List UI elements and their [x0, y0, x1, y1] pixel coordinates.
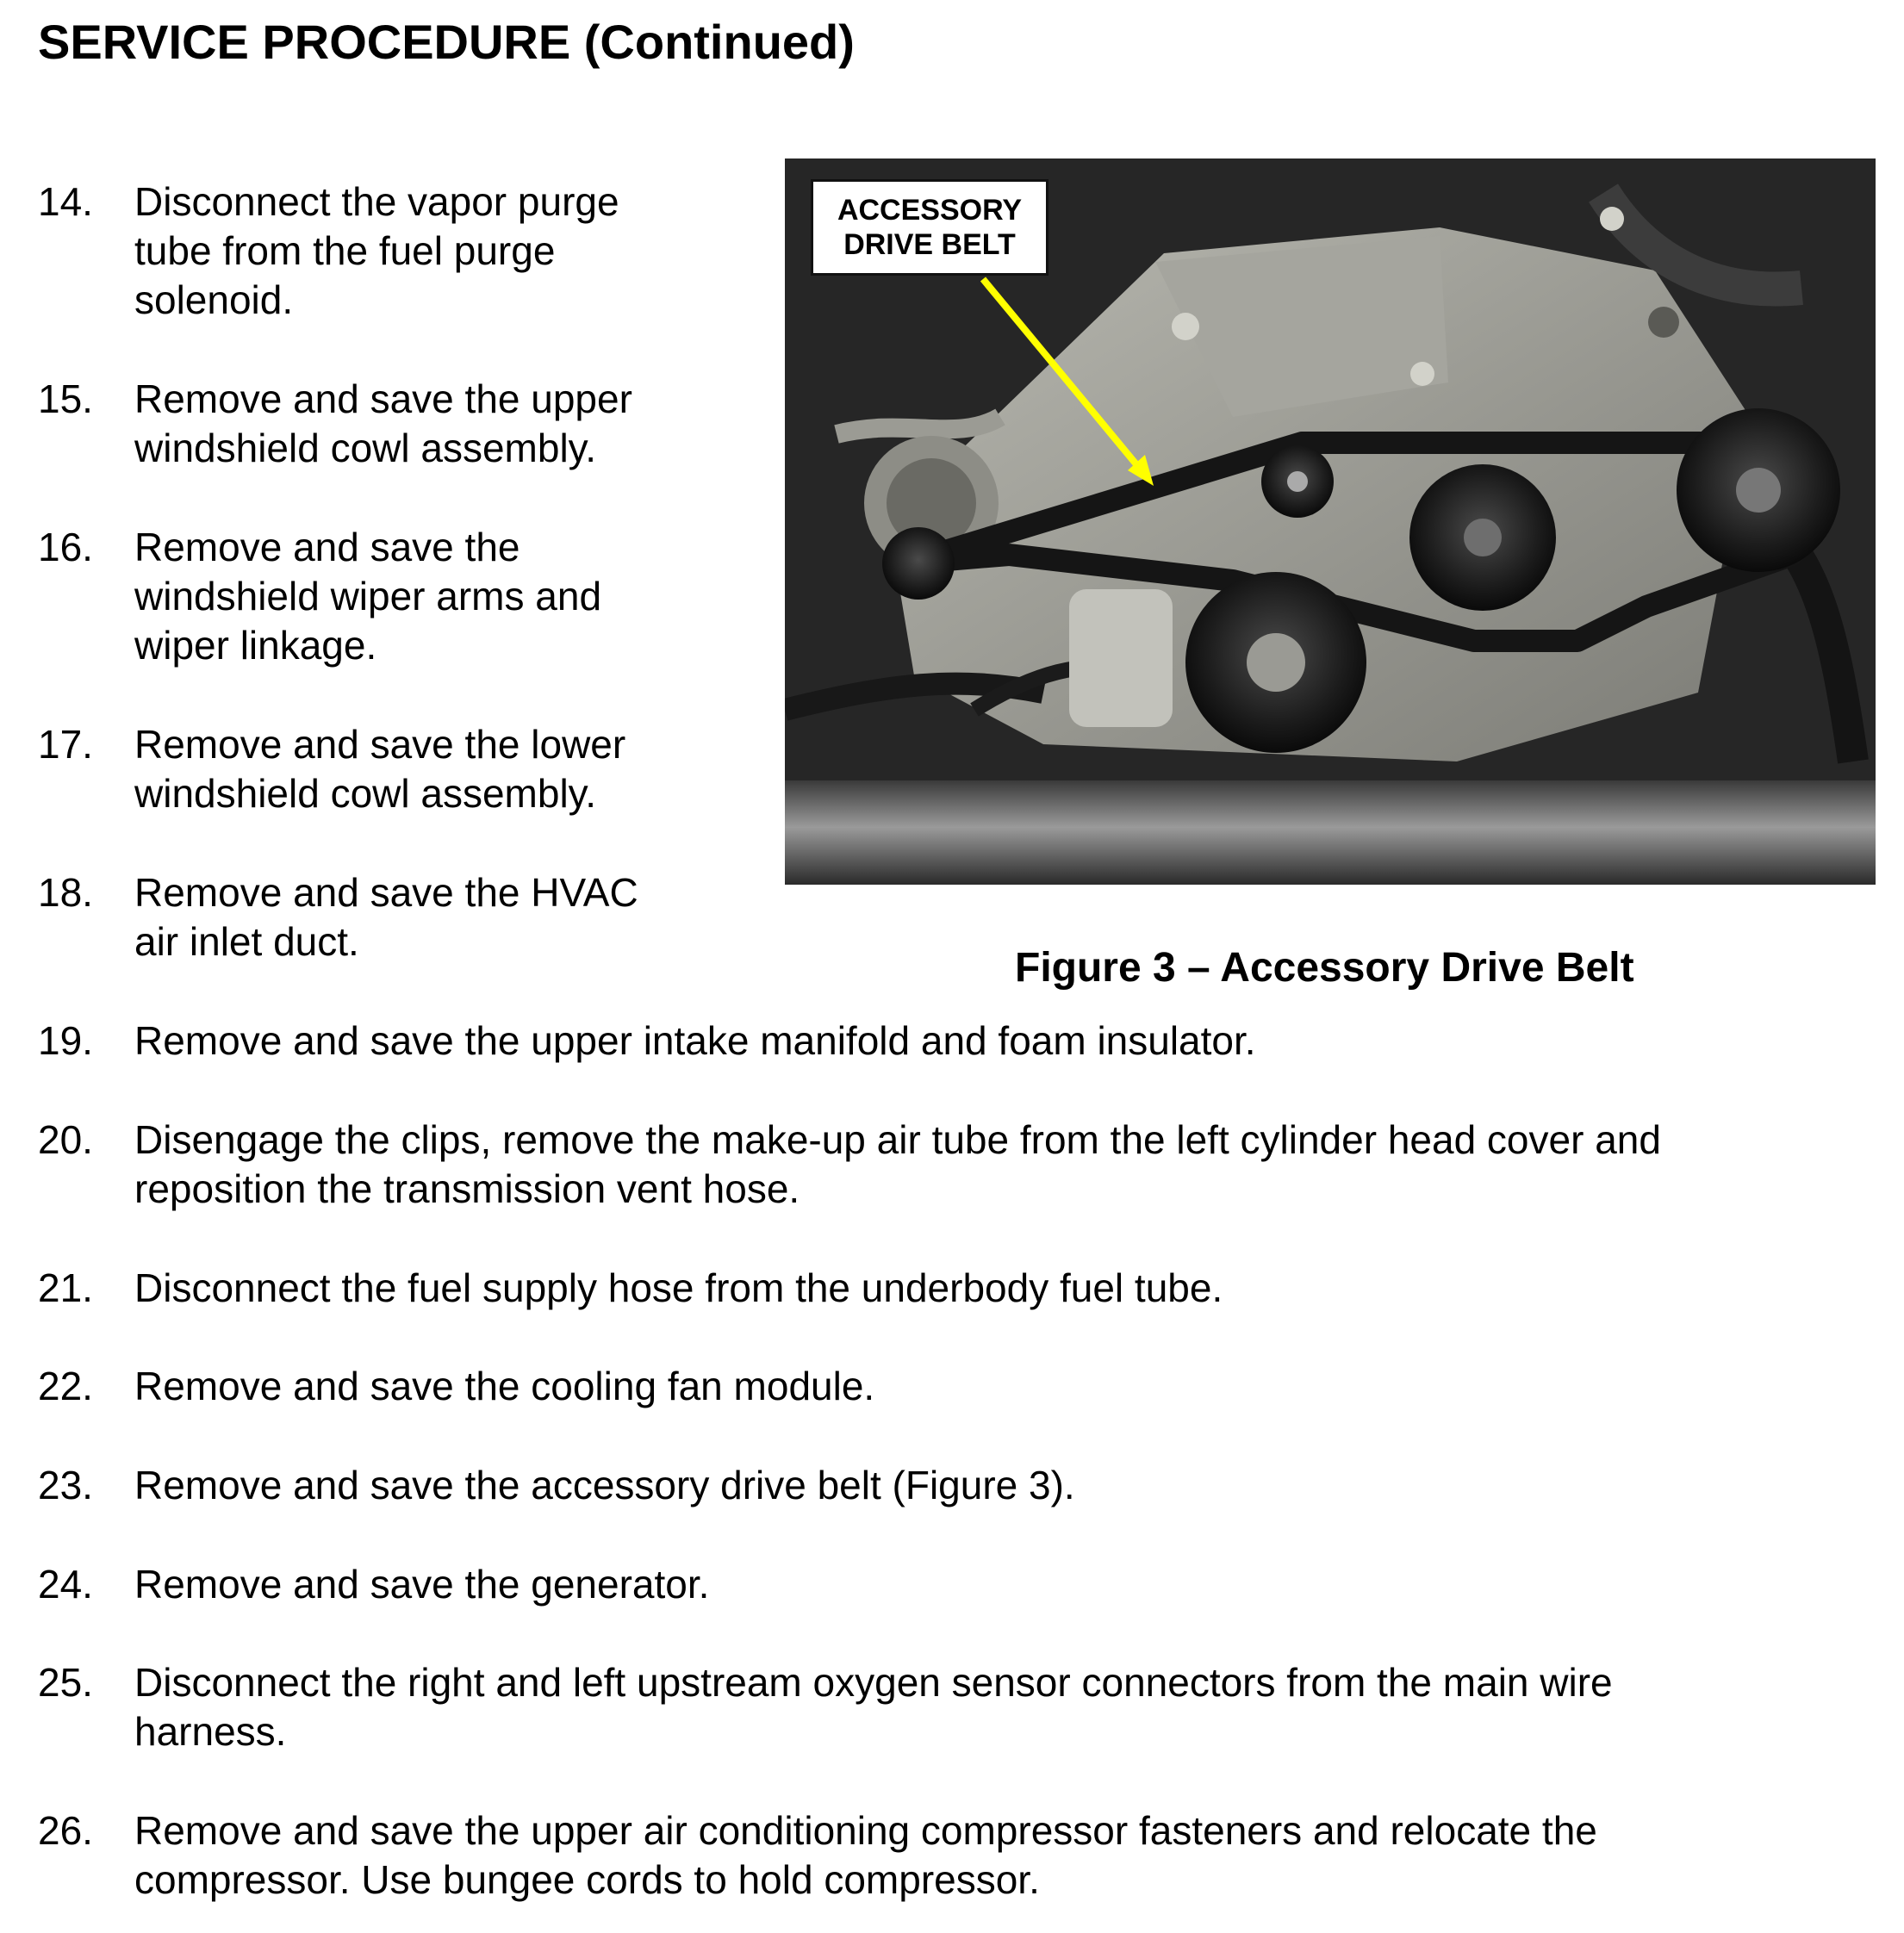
step-line: Remove and save the cooling fan module. — [134, 1364, 875, 1408]
step-number: 15. — [38, 376, 93, 421]
step-line: Disconnect the right and left upstream oxygen sensor connectors from the main wire — [134, 1660, 1613, 1705]
step-line: air inlet duct. — [134, 919, 359, 964]
step-line: Remove and save the — [134, 525, 520, 569]
step-line: Disconnect the fuel supply hose from the underbody fuel tube. — [134, 1265, 1223, 1310]
step-line: Remove and save the accessory drive belt (Figure 3). — [134, 1463, 1075, 1507]
step-line: Remove and save the upper — [134, 376, 632, 421]
step-line: Remove and save the lower — [134, 722, 626, 767]
step-line: Disengage the clips, remove the make-up air tube from the left cylinder head cover and — [134, 1117, 1661, 1162]
step-line: Remove and save the upper intake manifold and foam insulator. — [134, 1018, 1256, 1063]
step-number: 17. — [38, 722, 93, 767]
step-line: Remove and save the HVAC — [134, 870, 638, 915]
step-number: 14. — [38, 179, 93, 224]
step-number: 19. — [38, 1018, 93, 1063]
page-title: SERVICE PROCEDURE (Continued) — [38, 15, 855, 69]
radiator-support — [785, 780, 1876, 885]
step-line: reposition the transmission vent hose. — [134, 1166, 800, 1211]
step-number: 26. — [38, 1808, 93, 1853]
step-line: Disconnect the vapor purge — [134, 179, 619, 224]
step-number: 21. — [38, 1265, 93, 1310]
engine-photo — [785, 158, 1876, 885]
step-line: compressor. Use bungee cords to hold compressor. — [134, 1857, 1040, 1902]
step-number: 18. — [38, 870, 93, 915]
step-number: 25. — [38, 1660, 93, 1705]
step-line: wiper linkage. — [134, 623, 377, 668]
callout-line-1: ACCESSORY — [837, 194, 1023, 227]
callout-line-2: DRIVE BELT — [843, 228, 1016, 261]
step-line: windshield cowl assembly. — [134, 426, 597, 470]
step-number: 16. — [38, 525, 93, 569]
step-number: 24. — [38, 1562, 93, 1607]
callout-label — [811, 179, 1048, 276]
step-line: Remove and save the upper air conditioning compressor fasteners and relocate the — [134, 1808, 1597, 1853]
tensioner-pulley — [882, 527, 955, 600]
step-line: Remove and save the generator. — [134, 1562, 710, 1607]
step-number: 20. — [38, 1117, 93, 1162]
step-line: tube from the fuel purge — [134, 228, 556, 273]
step-line: harness. — [134, 1709, 287, 1754]
step-line: windshield cowl assembly. — [134, 771, 597, 816]
step-line: windshield wiper arms and — [134, 574, 602, 618]
step-line: solenoid. — [134, 277, 294, 322]
figure-caption: Figure 3 – Accessory Drive Belt — [1015, 945, 1634, 991]
step-number: 23. — [38, 1463, 93, 1507]
step-number: 22. — [38, 1364, 93, 1408]
